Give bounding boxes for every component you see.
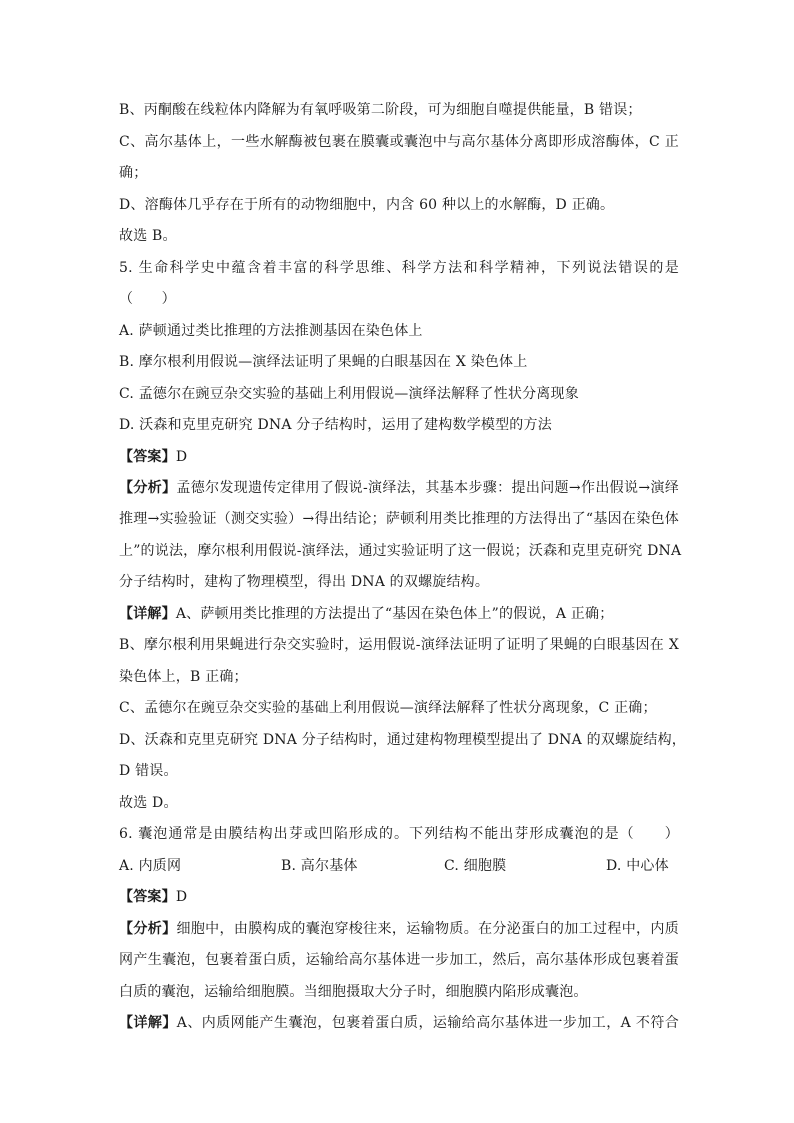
q5-analysis — [119, 478, 679, 498]
q6-analysis-line-2: 网产生囊泡，包裹着蛋白质，运输给高尔基体进一步加工，然后，高尔基体形成包裹着蛋 — [119, 952, 679, 968]
q6-analysis-text: 细胞中，由膜构成的囊泡穿梭往来，运输物质。在分泌蛋白的加工过程中，内质 — [176, 921, 679, 937]
q5-detail — [119, 604, 679, 624]
q5-option-a: A. 萨顿通过类比推理的方法推测基因在染色体上 — [119, 323, 423, 339]
q5-detail-b-cont: 染色体上，B 正确； — [119, 669, 248, 685]
q6-answer — [119, 887, 679, 907]
q6-detail-tag: 【详解】 — [119, 1015, 177, 1031]
q5-answer-value: D — [175, 449, 188, 465]
prev-conclusion: 故选 B。 — [119, 228, 177, 244]
q5-answer-tag: 【答案】 — [119, 449, 176, 465]
q5-analysis-line-3: 上”的说法，摩尔根利用假说-演绎法，通过实验证明了这一假说；沃森和克里克研究 DNA — [119, 543, 682, 559]
q6-option-d: D. 中心体 — [606, 858, 669, 874]
q5-answer — [119, 447, 679, 467]
q6-answer-tag: 【答案】 — [119, 889, 176, 905]
q5-detail-a: A、萨顿用类比推理的方法提出了“基因在染色体上”的假说，A 正确； — [175, 606, 614, 622]
q6-detail-a: A、内质网能产生囊泡，包裹着蛋白质，运输给高尔基体进一步加工，A 不符合 — [176, 1015, 679, 1031]
q5-option-b: B. 摩尔根利用假说—演绎法证明了果蝇的白眼基因在 X 染色体上 — [119, 354, 528, 370]
q6-option-a: A. 内质网 — [119, 858, 182, 874]
q5-option-c: C. 孟德尔在豌豆杂交实验的基础上利用假说—演绎法解释了性状分离现象 — [119, 386, 579, 402]
q5-stem-bracket: （ ） — [119, 291, 176, 307]
q5-stem: 5. 生命科学史中蕴含着丰富的科学思维、科学方法和科学精神，下列说法错误的是 — [119, 260, 679, 276]
q5-option-d: D. 沃森和克里克研究 DNA 分子结构时，运用了建构数学模型的方法 — [119, 417, 552, 433]
prev-option-d-explanation: D、溶酶体几乎存在于所有的动物细胞中，内含 60 种以上的水解酶，D 正确。 — [119, 197, 615, 213]
q5-conclusion: 故选 D。 — [119, 795, 178, 811]
q6-analysis — [119, 919, 679, 939]
q6-options — [0, 856, 794, 876]
q5-analysis-line-4: 分子结构时，建构了物理模型，得出 DNA 的双螺旋结构。 — [119, 574, 490, 590]
q5-detail-d-cont: D 错误。 — [119, 763, 178, 779]
q5-analysis-tag: 【分析】 — [119, 480, 177, 496]
q5-detail-d: D、沃森和克里克研究 DNA 分子结构时，通过建构物理模型提出了 DNA 的双螺旋结构， — [119, 732, 686, 748]
prev-option-c-explanation: C、高尔基体上，一些水解酶被包裹在膜囊或囊泡中与高尔基体分离即形成溶酶体，C 正 — [119, 134, 679, 150]
prev-option-b-explanation: B、丙酮酸在线粒体内降解为有氧呼吸第二阶段，可为细胞自噬提供能量，B 错误； — [119, 102, 642, 118]
q5-detail-c: C、孟德尔在豌豆杂交实验的基础上利用假说—演绎法解释了性状分离现象，C 正确； — [119, 700, 657, 716]
q6-detail — [119, 1013, 679, 1033]
q6-analysis-tag: 【分析】 — [119, 921, 177, 937]
q5-detail-tag: 【详解】 — [119, 606, 176, 622]
q6-option-b: B. 高尔基体 — [281, 858, 358, 874]
q6-analysis-line-3: 白质的囊泡，运输给细胞膜。当细胞摄取大分子时，细胞膜内陷形成囊泡。 — [119, 984, 588, 1000]
q5-detail-b: B、摩尔根利用果蝇进行杂交实验时，运用假说-演绎法证明了证明了果蝇的白眼基因在 X — [119, 637, 679, 653]
q5-analysis-text: 孟德尔发现遗传定律用了假说-演绎法，其基本步骤：提出问题→作出假说→演绎 — [176, 480, 679, 496]
prev-option-c-explanation-cont: 确； — [119, 165, 148, 181]
q6-option-c: C. 细胞膜 — [444, 858, 507, 874]
q5-analysis-line-2: 推理→实验验证（测交实验）→得出结论；萨顿利用类比推理的方法得出了“基因在染色体 — [119, 511, 679, 527]
q6-answer-value: D — [175, 889, 188, 905]
q6-stem: 6. 囊泡通常是由膜结构出芽或凹陷形成的。下列结构不能出芽形成囊泡的是（ ） — [119, 826, 679, 842]
